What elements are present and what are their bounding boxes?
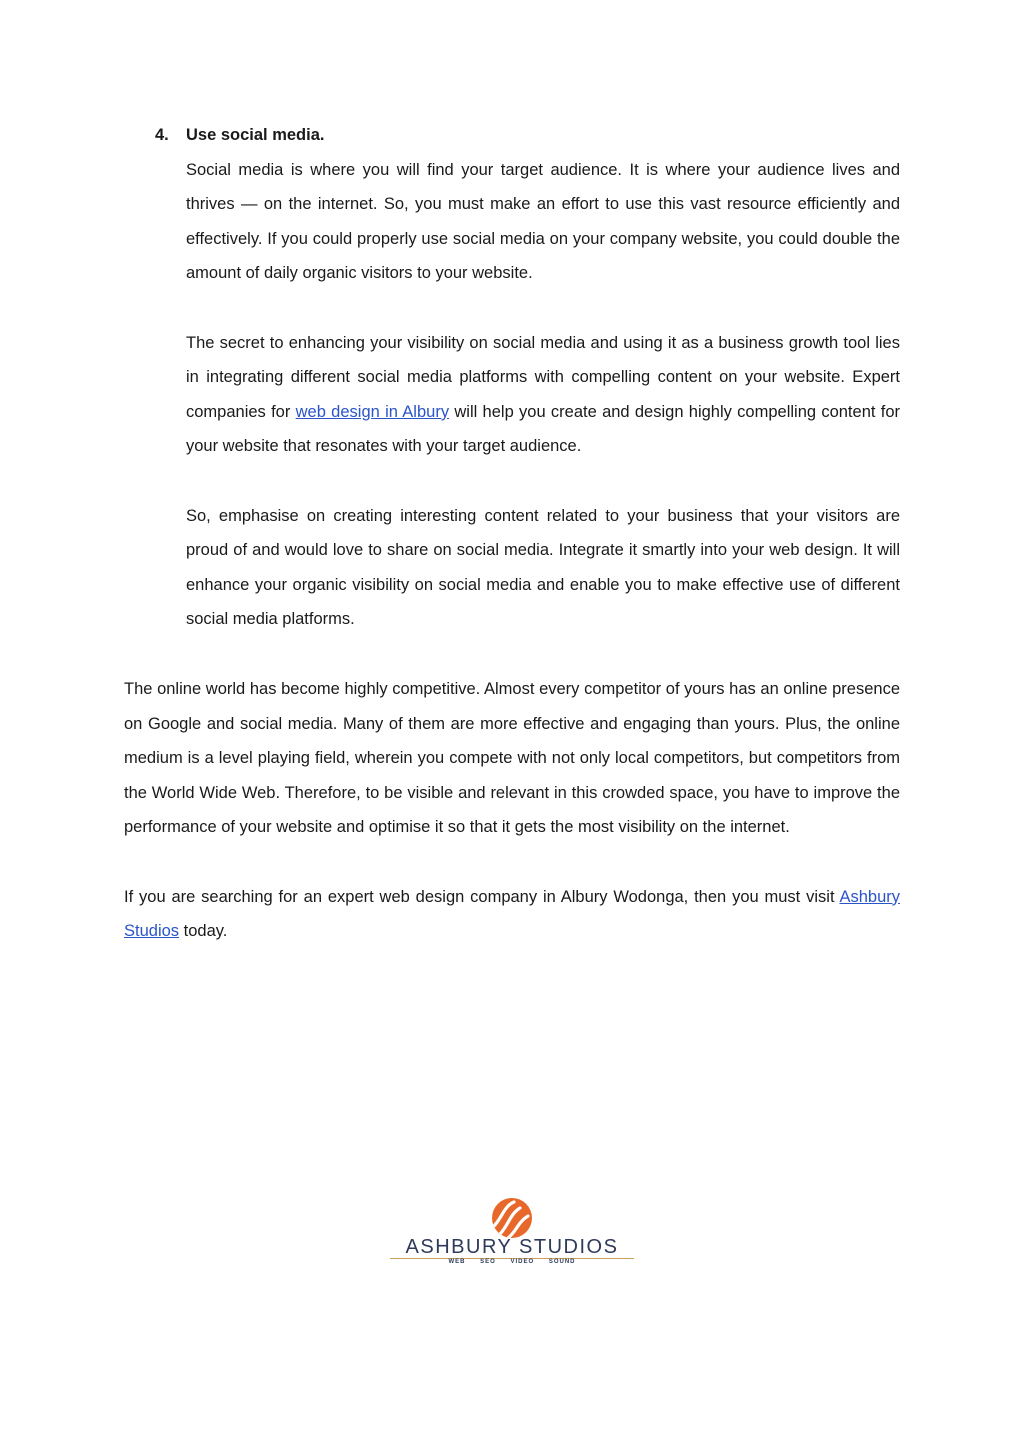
paragraph-social-media-audience: Social media is where you will find your target audience. It is where your audience lives and thrives — on the internet. So, you must make an effort to use this vast resource efficiently and effectively. If you could properly use social media on your company website, you could double the amount of daily organic visitors to your website. xyxy=(186,160,900,283)
list-item-body xyxy=(186,153,900,672)
ashbury-studios-link[interactable]: Ashbury Studios xyxy=(124,887,900,941)
paragraph-text: will help you create and design highly compelling content for your website that resonates with your target audience. xyxy=(186,402,900,456)
ashbury-studios-logo xyxy=(386,1196,638,1272)
orange-swirl-icon xyxy=(490,1196,534,1240)
tagline-item: VIDEO xyxy=(510,1259,535,1265)
logo-wordmark: ASHBURY STUDIOS xyxy=(405,1236,619,1258)
tagline-item: SOUND xyxy=(548,1259,576,1265)
tagline-item: SEO xyxy=(480,1259,496,1265)
paragraph-text: The secret to enhancing your visibility on social media and using it as a business growth tool lies in integrating different social media platforms with compelling content on your website. Expert companies for xyxy=(186,333,900,421)
list-number: 4. xyxy=(155,126,169,144)
tagline-item: WEB xyxy=(448,1259,466,1265)
paragraph-call-to-action xyxy=(124,880,900,949)
list-heading: Use social media. xyxy=(186,126,325,144)
paragraph-online-world: The online world has become highly competitive. Almost every competitor of yours has an online presence on Google and social media. Many of them are more effective and engaging than yours. Plus, the online medium is a level playing field, wherein you compete with not only local competitors, but competitors from the World Wide Web. Therefore, to be visible and relevant in this crowded space, you have to improve the performance of your website and optimise it so that it gets the most visibility on the internet. xyxy=(124,680,900,837)
web-design-albury-link[interactable]: web design in Albury xyxy=(295,402,450,421)
main-body xyxy=(124,672,900,983)
paragraph-text: If you are searching for an expert web design company in Albury Wodonga, then you must visit xyxy=(124,887,840,906)
logo-tagline xyxy=(386,1259,638,1265)
paragraph-emphasise-content: So, emphasise on creating interesting content related to your business that your visitors are proud of and would love to share on social media. Integrate it smartly into your web design. It will enhance your organic visibility on social media and enable you to make effective use of different social media platforms. xyxy=(186,506,900,629)
paragraph-text: today. xyxy=(179,922,228,941)
paragraph-visibility-secret xyxy=(186,326,900,464)
